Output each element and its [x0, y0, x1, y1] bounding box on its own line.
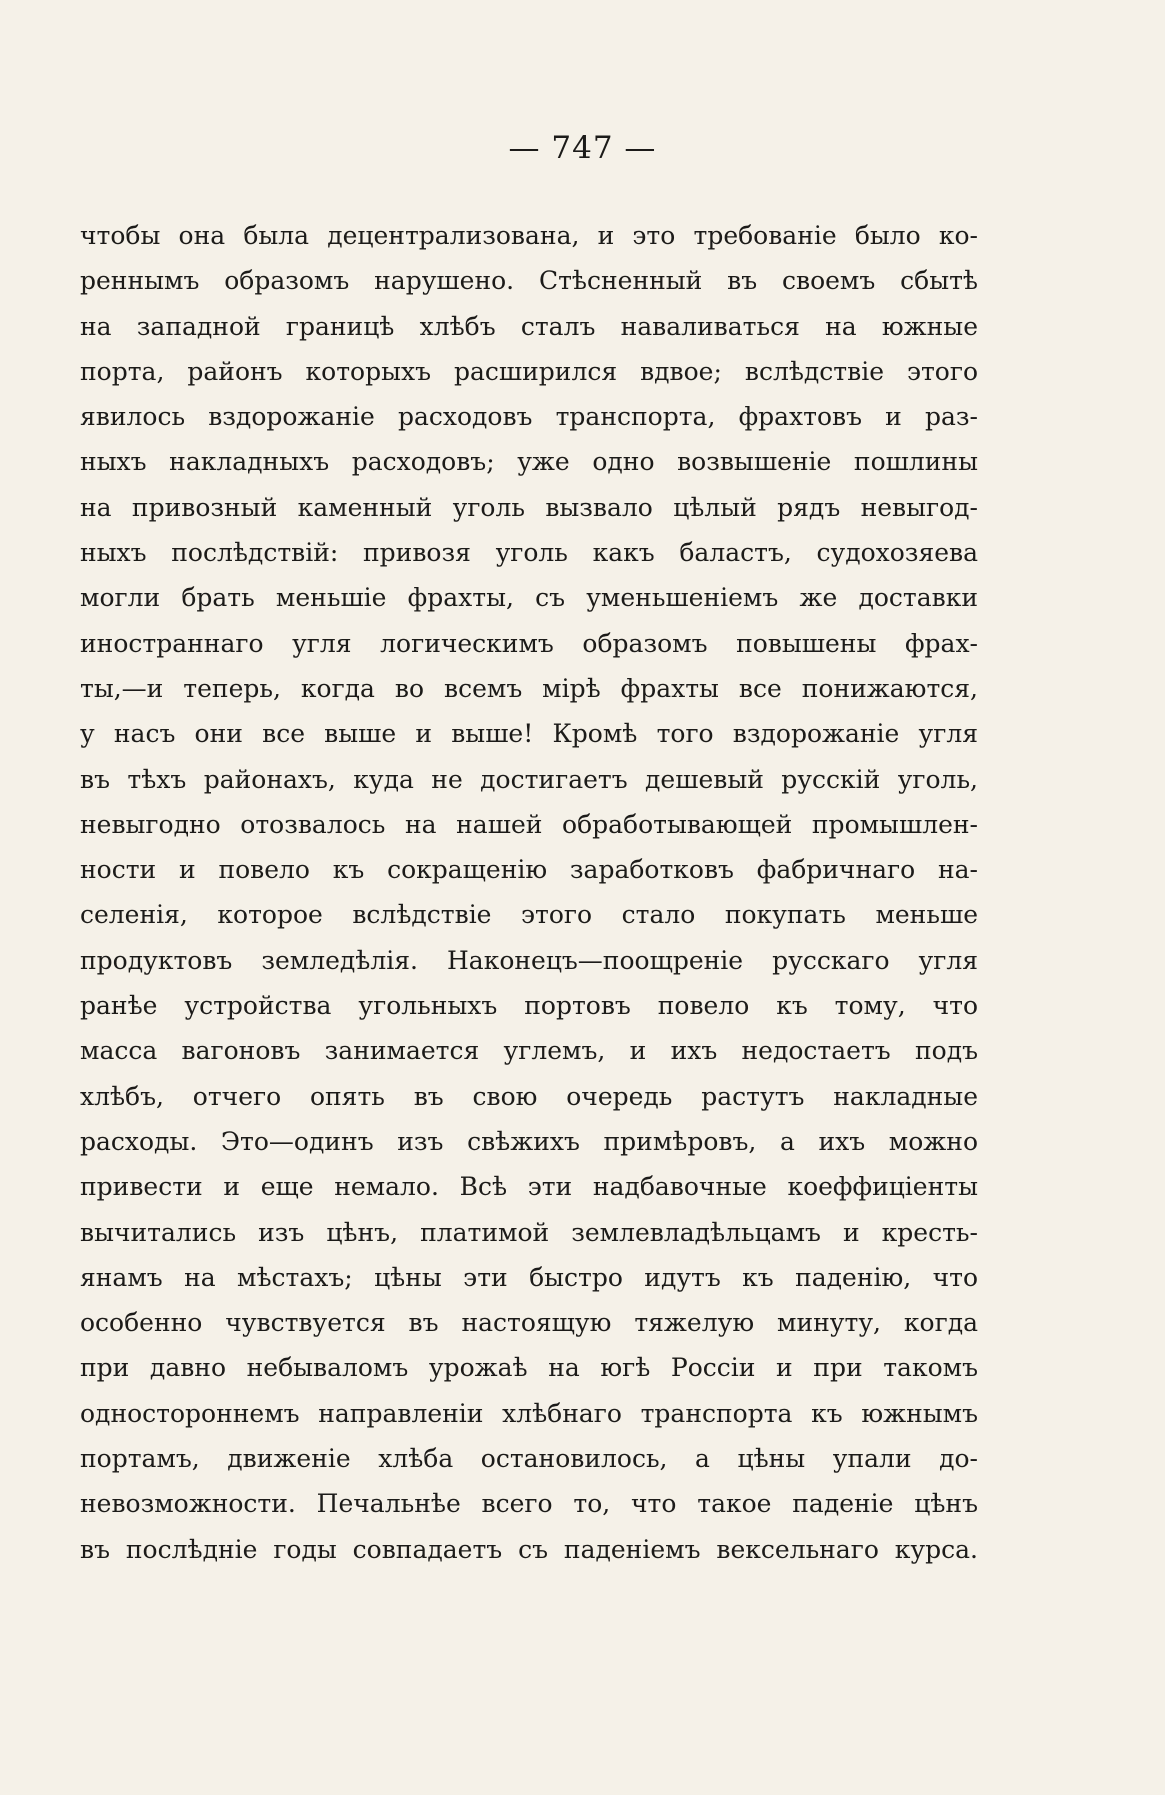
text-line: невыгодно отозвалось на нашей обработывающей промышлен-	[80, 809, 978, 839]
text-line: портамъ, движеніе хлѣба остановилось, а цѣны упали до-	[80, 1444, 978, 1474]
text-line: одностороннемъ направленіи хлѣбнаго транспорта къ южнымъ	[80, 1398, 978, 1428]
text-line: явилось вздорожаніе расходовъ транспорта, фрахтовъ и раз-	[80, 402, 978, 432]
body-text	[80, 213, 978, 1572]
text-line: особенно чувствуется въ настоящую тяжелую минуту, когда	[80, 1308, 978, 1338]
text-line: янамъ на мѣстахъ; цѣны эти быстро идутъ къ паденію, что	[80, 1262, 978, 1292]
text-line: продуктовъ земледѣлія. Наконецъ—поощреніе русскаго угля	[80, 945, 978, 975]
text-line: у насъ они все выше и выше! Кромѣ того вздорожаніе угля	[80, 719, 978, 749]
text-line: ранѣе устройства угольныхъ портовъ повело къ тому, что	[80, 991, 978, 1021]
text-line: въ тѣхъ районахъ, куда не достигаетъ дешевый русскій уголь,	[80, 764, 978, 794]
text-line: при давно небываломъ урожаѣ на югѣ Россіи и при такомъ	[80, 1353, 978, 1383]
text-line: масса вагоновъ занимается углемъ, и ихъ недостаетъ подъ	[80, 1036, 978, 1066]
text-line: расходы. Это—одинъ изъ свѣжихъ примѣровъ, а ихъ можно	[80, 1126, 978, 1156]
text-line: невозможности. Печальнѣе всего то, что такое паденіе цѣнъ	[80, 1489, 978, 1519]
text-line: вычитались изъ цѣнъ, платимой землевладѣльцамъ и кресть-	[80, 1217, 978, 1247]
text-line: на западной границѣ хлѣбъ сталъ наваливаться на южные	[80, 311, 978, 341]
text-line: селенія, которое вслѣдствіе этого стало покупать меньше	[80, 900, 978, 930]
text-line: на привозный каменный уголь вызвало цѣлый рядъ невыгод-	[80, 492, 978, 522]
text-line: могли брать меньшіе фрахты, съ уменьшеніемъ же доставки	[80, 583, 978, 613]
text-line: ныхъ послѣдствій: привозя уголь какъ баластъ, судохозяева	[80, 538, 978, 568]
text-line: иностраннаго угля логическимъ образомъ повышены фрах-	[80, 628, 978, 658]
text-line: чтобы она была децентрализована, и это требованіе было ко-	[80, 221, 978, 250]
text-line: порта, районъ которыхъ расширился вдвое; вслѣдствіе этого	[80, 356, 978, 386]
text-line: ныхъ накладныхъ расходовъ; уже одно возвышеніе пошлины	[80, 447, 978, 477]
text-line: въ послѣдніе годы совпадаетъ съ паденіемъ вексельнаго курса.	[80, 1534, 978, 1564]
text-line: ты,—и теперь, когда во всемъ мірѣ фрахты все понижаются,	[80, 673, 978, 703]
text-line: реннымъ образомъ нарушено. Стѣсненный въ своемъ сбытѣ	[80, 266, 978, 296]
text-line: хлѣбъ, отчего опять въ свою очередь растутъ накладные	[80, 1081, 978, 1111]
text-line: ности и повело къ сокращенію заработковъ фабричнаго на-	[80, 855, 978, 885]
text-line: привести и еще немало. Всѣ эти надбавочные коеффиціенты	[80, 1172, 978, 1202]
page-number: — 747 —	[508, 130, 657, 166]
